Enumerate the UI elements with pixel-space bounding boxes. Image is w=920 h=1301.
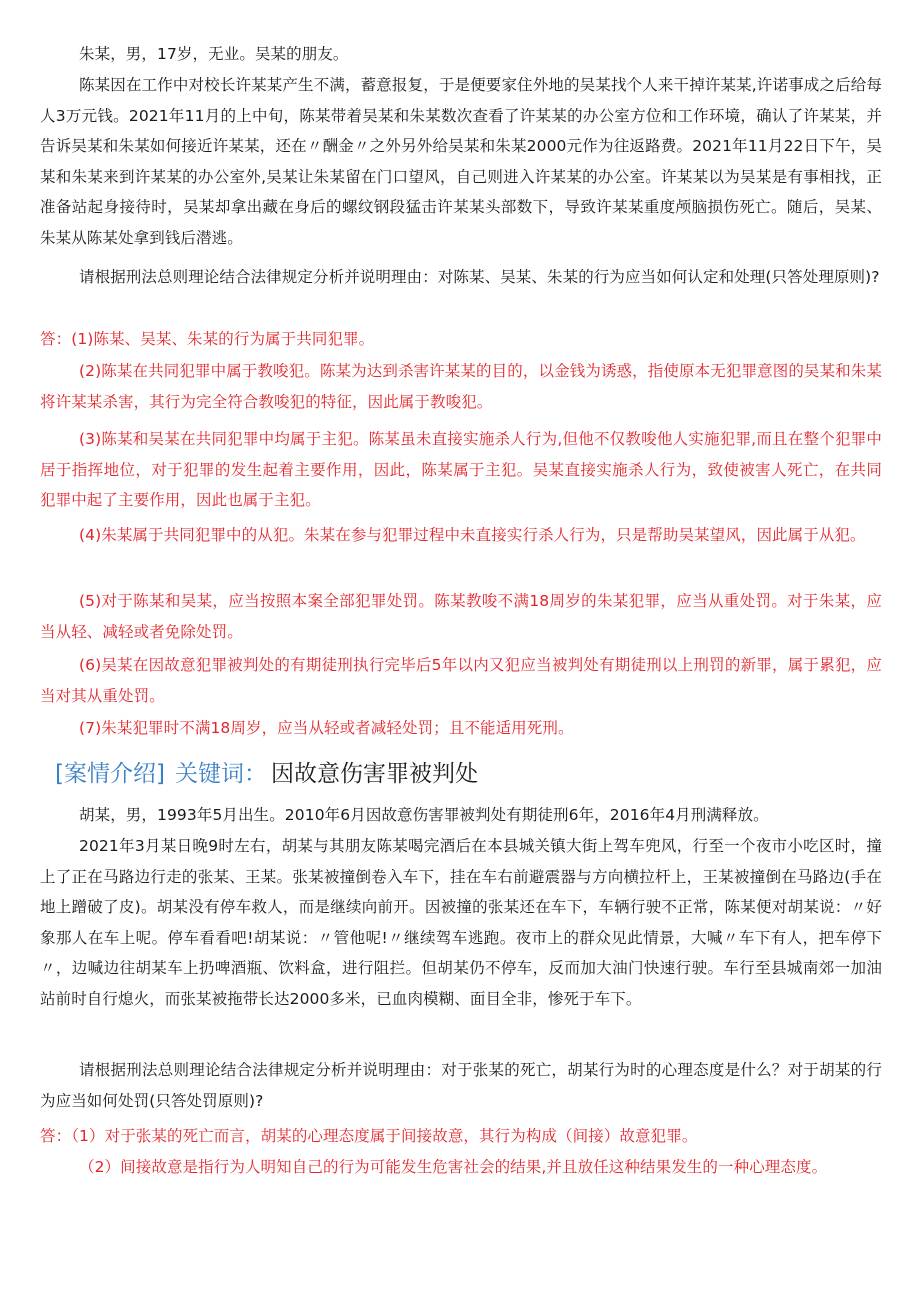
person-zhu-paragraph: 朱某，男，17岁，无业。吴某的朋友。 (79, 45, 349, 63)
person-hu-paragraph: 胡某，男，1993年5月出生。2010年6月因故意伤害罪被判处有期徒刑6年，2016年4月刑满释放。 (79, 806, 769, 824)
case-intro-tag: [案情介绍] (55, 761, 165, 787)
case1-answer-1: 答：(1)陈某、吴某、朱某的行为属于共同犯罪。 (40, 330, 375, 348)
keyword-title: 因故意伤害罪被判处 (270, 761, 478, 787)
case2-header (55, 754, 478, 794)
case2-question: 请根据刑法总则理论结合法律规定分析并说明理由：对于张某的死亡，胡某行为时的心理态度是什么？对于胡某的行为应当如何处罚(只答处罚原则)? (40, 1061, 882, 1110)
case2-answer-2: （2）间接故意是指行为人明知自己的行为可能发生危害社会的结果,并且放任这种结果发生的一种心理态度。 (79, 1158, 828, 1176)
case1-answer-2: (2)陈某在共同犯罪中属于教唆犯。陈某为达到杀害许某某的目的，以金钱为诱惑，指使原本无犯罪意图的吴某和朱某将许某某杀害，其行为完全符合教唆犯的特征，因此属于教唆犯。 (40, 362, 882, 411)
case1-question: 请根据刑法总则理论结合法律规定分析并说明理由：对陈某、吴某、朱某的行为应当如何认定和处理(只答处理原则)? (79, 268, 880, 286)
case2-facts-paragraph: 2021年3月某日晚9时左右，胡某与其朋友陈某喝完酒后在本县城关镇大街上驾车兜风，行至一个夜市小吃区时，撞上了正在马路边行走的张某、王某。张某被撞倒卷入车下，挂在车右前避震器与方向横拉杆上，王某被撞倒在马路边(手在地上蹭破了皮)。胡某没有停车救人，而是继续向前开。因被撞的张某还在车下，车辆行驶不正常，陈某便对胡某说：〃好象那人在车上呢。停车看看吧!胡某说：〃管他呢!〃继续驾车逃跑。夜市上的群众见此情景，大喊〃车下有人，把车停下〃，边喊边往胡某车上扔啤酒瓶、饮料盒，进行阻拦。但胡某仍不停车，反而加大油门快速行驶。车行至县城南郊一加油站前时自行熄火，而张某被拖带长达2000多米，已血肉模糊、面目全非，惨死于车下。 (40, 837, 882, 1008)
case1-answer-7: (7)朱某犯罪时不满18周岁，应当从轻或者减轻处罚；且不能适用死刑。 (79, 719, 574, 737)
case1-facts-paragraph: 陈某因在工作中对校长许某某产生不满，蓄意报复，于是便要家住外地的吴某找个人来干掉许某某,许诺事成之后给每人3万元钱。2021年11月的上中旬，陈某带着吴某和朱某数次查看了许某某的办公室方位和工作环境，确认了许某某，并告诉吴某和朱某如何接近许某某，还在〃酬金〃之外另外给吴某和朱某2000元作为往返路费。2021年11月22日下午，吴某和朱某来到许某某的办公室外,吴某让朱某留在门口望风，自己则进入许某某的办公室。许某某以为吴某是有事相找，正准备站起身接待时，吴某却拿出藏在身后的螺纹钢段猛击许某某头部数下，导致许某某重度颅脑损伤死亡。随后，吴某、朱某从陈某处拿到钱后潜逃。 (40, 76, 882, 247)
case2-answer-1: 答：（1）对于张某的死亡而言，胡某的心理态度属于间接故意，其行为构成（间接）故意犯罪。 (40, 1127, 698, 1145)
keyword-label: 关键词： (174, 761, 267, 787)
case1-answer-3: (3)陈某和吴某在共同犯罪中均属于主犯。陈某虽未直接实施杀人行为,但他不仅教唆他人实施犯罪,而且在整个犯罪中居于指挥地位，对于犯罪的发生起着主要作用，因此，陈某属于主犯。吴某直接实施杀人行为，致使被害人死亡，在共同犯罪中起了主要作用，因此也属于主犯。 (40, 430, 882, 509)
case1-answer-5: (5)对于陈某和吴某，应当按照本案全部犯罪处罚。陈某教唆不满18周岁的朱某犯罪，应当从重处罚。对于朱某，应当从轻、减轻或者免除处罚。 (40, 592, 882, 641)
case1-answer-6: (6)吴某在因故意犯罪被判处的有期徒刑执行完毕后5年以内又犯应当被判处有期徒刑以上刑罚的新罪，属于累犯，应当对其从重处罚。 (40, 656, 882, 705)
case1-answer-4: (4)朱某属于共同犯罪中的从犯。朱某在参与犯罪过程中未直接实行杀人行为，只是帮助吴某望风，因此属于从犯。 (79, 526, 866, 544)
